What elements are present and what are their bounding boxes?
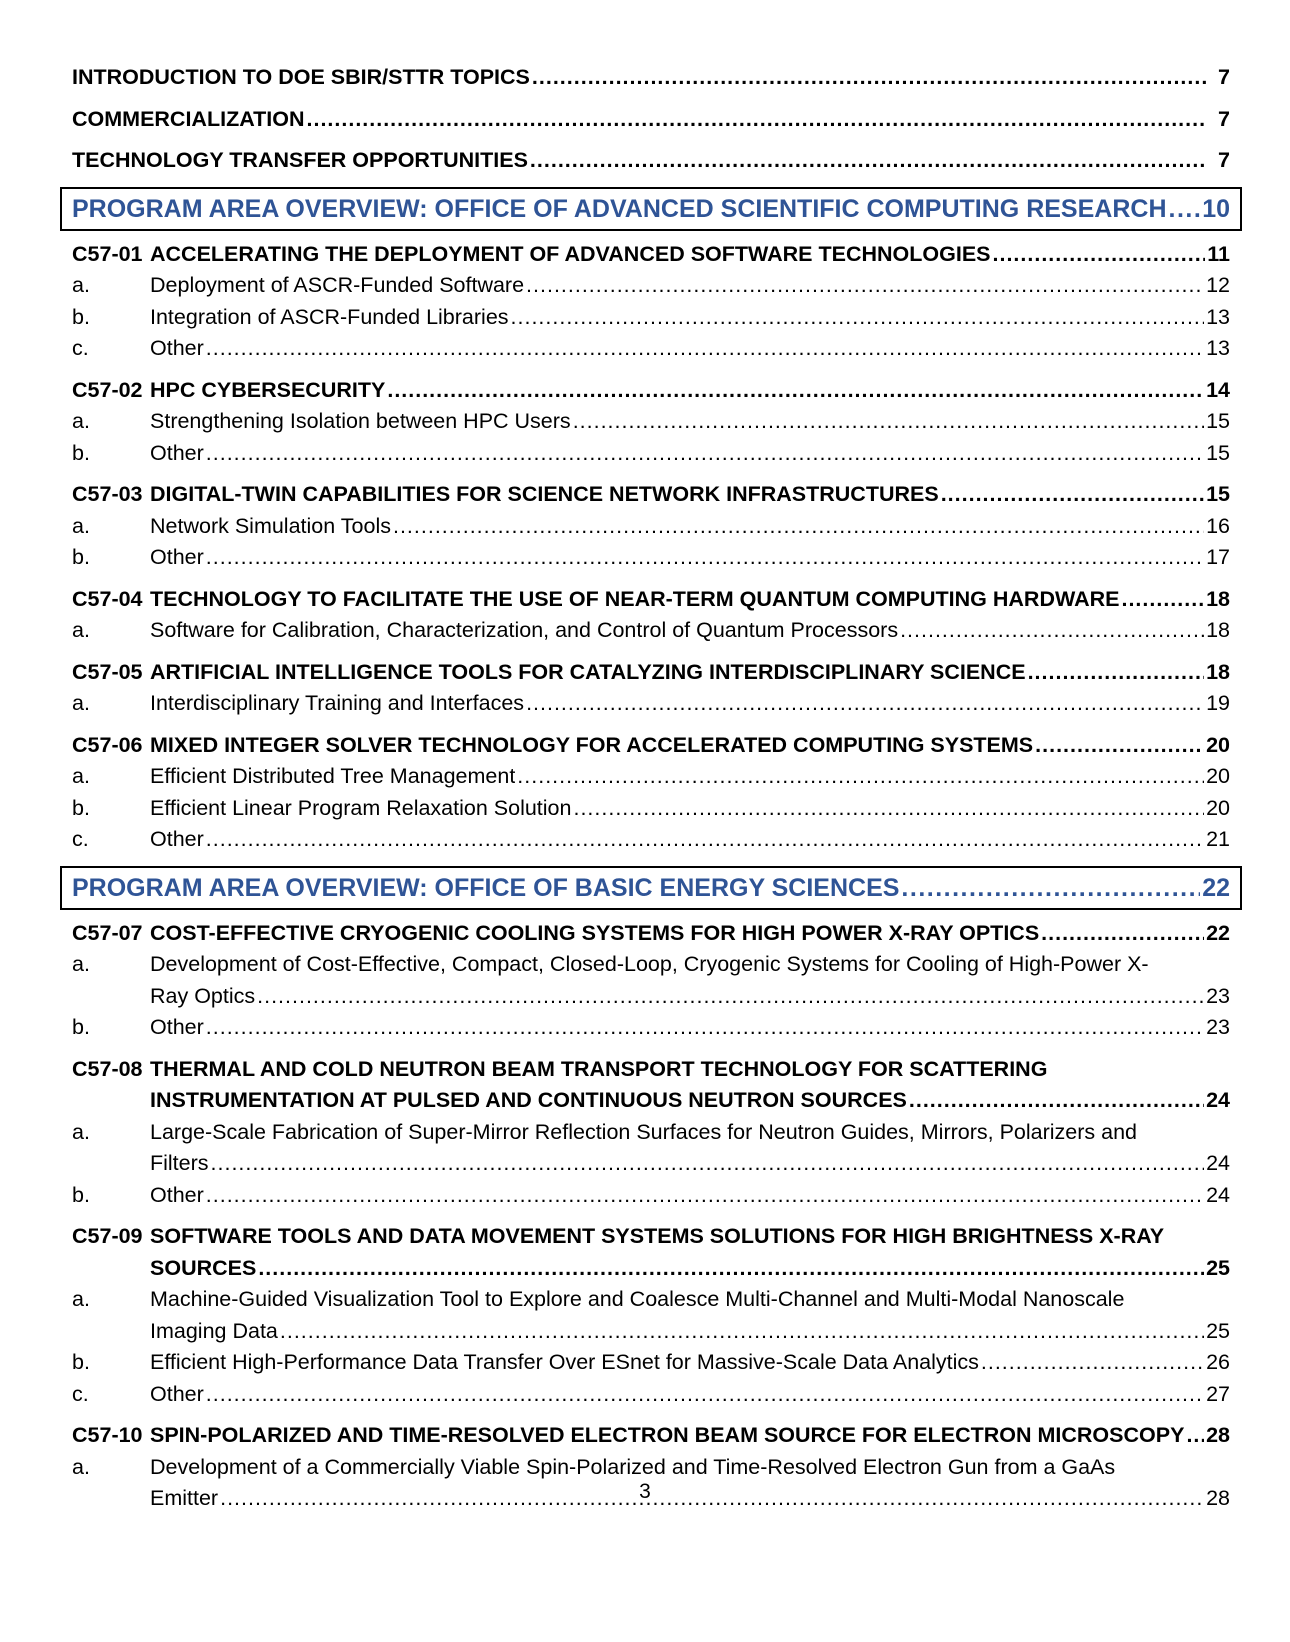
subtopic-page: 24 <box>1206 1151 1230 1175</box>
subtopic-letter: a. <box>72 1287 90 1311</box>
topic-page: 11 <box>1207 241 1230 266</box>
toc-subtopic[interactable] <box>72 438 1230 470</box>
subtopic-title: Efficient Distributed Tree Management <box>150 764 516 788</box>
toc-topic-c57-07[interactable] <box>72 918 1230 950</box>
subtopic-letter: a. <box>72 1119 90 1144</box>
subtopic-page: 17 <box>1206 545 1230 569</box>
topic-page: 20 <box>1206 732 1230 757</box>
toc-subtopic-continuation <box>72 1148 1230 1180</box>
dot-leader <box>511 302 1205 334</box>
toc-subtopic[interactable] <box>72 1117 1230 1149</box>
subtopic-title-line1: Large-Scale Fabrication of Super-Mirror Reflection Surfaces for Neutron Guides, Mirrors, Polarizers and <box>150 1119 1138 1144</box>
dot-leader <box>526 688 1204 720</box>
subtopic-title: Software for Calibration, Characterization, and Control of Quantum Processors <box>150 618 899 642</box>
subtopic-letter: a. <box>72 513 90 538</box>
topic-title: MIXED INTEGER SOLVER TECHNOLOGY FOR ACCELERATED COMPUTING SYSTEMS <box>150 732 1034 757</box>
dot-leader <box>206 1012 1204 1044</box>
page-number: 3 <box>639 1480 651 1503</box>
toc-subtopic-continuation <box>72 981 1230 1013</box>
dot-leader <box>532 62 1206 94</box>
subtopic-page: 13 <box>1206 304 1230 329</box>
topic-page: 22 <box>1206 920 1230 945</box>
subtopic-letter: a. <box>72 618 90 642</box>
toc-subtopic[interactable] <box>72 761 1230 793</box>
subtopic-title: Deployment of ASCR-Funded Software <box>150 273 525 297</box>
subtopic-title: Strengthening Isolation between HPC Users <box>150 409 571 433</box>
topic-title: ACCELERATING THE DEPLOYMENT OF ADVANCED SOFTWARE TECHNOLOGIES <box>150 241 991 266</box>
dot-leader <box>387 375 1204 407</box>
topic-title: SPIN-POLARIZED AND TIME-RESOLVED ELECTRON BEAM SOURCE FOR ELECTRON MICROSCOPY <box>150 1423 1185 1447</box>
subtopic-title: Other <box>150 440 204 465</box>
topic-code: C57-07 <box>72 920 143 945</box>
subtopic-page: 18 <box>1206 618 1230 642</box>
topic-page: 25 <box>1206 1255 1230 1280</box>
topic-page: 18 <box>1206 659 1230 684</box>
topic-title: ARTIFICIAL INTELLIGENCE TOOLS FOR CATALYZING INTERDISCIPLINARY SCIENCE <box>150 659 1026 684</box>
subtopic-page: 20 <box>1206 764 1230 788</box>
toc-entry-page: 7 <box>1218 65 1230 89</box>
toc-subtopic[interactable] <box>72 1012 1230 1044</box>
program-area-overview-bes[interactable] <box>60 866 1242 910</box>
dot-leader <box>530 145 1206 177</box>
subtopic-title-line2: Filters <box>150 1151 209 1175</box>
toc-topic-c57-10[interactable] <box>72 1420 1230 1452</box>
toc-subtopic[interactable] <box>72 1284 1230 1316</box>
toc-subtopic[interactable] <box>72 302 1230 334</box>
table-of-contents <box>72 62 1230 1515</box>
subtopic-title-line1: Development of Cost-Effective, Compact, Closed-Loop, Cryogenic Systems for Cooling of High-Power X- <box>150 952 1149 976</box>
subtopic-letter: b. <box>72 1182 90 1207</box>
toc-subtopic[interactable] <box>72 688 1230 720</box>
subtopic-title-line2: Imaging Data <box>150 1318 278 1343</box>
toc-subtopic[interactable] <box>72 1180 1230 1212</box>
subtopic-title: Other <box>150 545 204 569</box>
toc-topic-c57-03[interactable] <box>72 479 1230 511</box>
toc-entry-commercialization[interactable] <box>72 104 1230 136</box>
topic-code: C57-05 <box>72 659 143 684</box>
subtopic-page: 23 <box>1206 983 1230 1008</box>
dot-leader <box>941 479 1204 511</box>
topic-page: 15 <box>1206 482 1230 506</box>
subtopic-letter: b. <box>72 1350 90 1374</box>
dot-leader <box>1041 918 1204 950</box>
subtopic-page: 13 <box>1206 336 1230 360</box>
topic-page: 24 <box>1206 1088 1230 1112</box>
subtopic-page: 26 <box>1206 1350 1230 1374</box>
subtopic-page: 28 <box>1206 1486 1230 1510</box>
subtopic-page: 15 <box>1206 440 1230 465</box>
subtopic-title: Other <box>150 827 204 851</box>
toc-subtopic[interactable] <box>72 949 1230 981</box>
toc-topic-c57-04[interactable] <box>72 584 1230 616</box>
subtopic-letter: b. <box>72 1015 90 1039</box>
topic-code: C57-01 <box>72 241 143 266</box>
topic-code: C57-03 <box>72 482 143 506</box>
subtopic-letter: c. <box>72 336 89 360</box>
topic-page: 14 <box>1206 377 1230 402</box>
subtopic-letter: a. <box>72 764 90 788</box>
toc-entry-page: 7 <box>1218 106 1230 131</box>
dot-leader <box>1169 191 1201 227</box>
subtopic-title: Efficient High-Performance Data Transfer Over ESnet for Massive-Scale Data Analytics <box>150 1350 979 1374</box>
subtopic-letter: a. <box>72 691 90 715</box>
toc-topic-continuation <box>72 1085 1230 1117</box>
dot-leader <box>573 406 1204 438</box>
toc-entry-introduction[interactable] <box>72 62 1230 94</box>
dot-leader <box>280 1316 1204 1348</box>
dot-leader <box>573 793 1204 825</box>
subtopic-letter: b. <box>72 795 90 820</box>
dot-leader <box>206 824 1204 856</box>
topic-title-line1: SOFTWARE TOOLS AND DATA MOVEMENT SYSTEMS SOLUTIONS FOR HIGH BRIGHTNESS X-RAY <box>150 1224 1165 1248</box>
subtopic-title: Other <box>150 1381 204 1406</box>
dot-leader <box>206 542 1204 574</box>
topic-title: TECHNOLOGY TO FACILITATE THE USE OF NEAR-TERM QUANTUM COMPUTING HARDWARE <box>150 586 1120 611</box>
toc-subtopic[interactable] <box>72 270 1230 302</box>
toc-subtopic[interactable] <box>72 333 1230 365</box>
subtopic-title-line1: Development of a Commercially Viable Spin-Polarized and Time-Resolved Electron Gun from a GaAs <box>150 1454 1116 1479</box>
toc-subtopic[interactable] <box>72 406 1230 438</box>
topic-title-line2: INSTRUMENTATION AT PULSED AND CONTINUOUS NEUTRON SOURCES <box>150 1088 907 1112</box>
dot-leader <box>393 511 1204 543</box>
topic-code: C57-06 <box>72 732 143 757</box>
subtopic-page: 15 <box>1206 409 1230 433</box>
subtopic-title-line2: Ray Optics <box>150 983 256 1008</box>
overview-title: PROGRAM AREA OVERVIEW: OFFICE OF ADVANCED SCIENTIFIC COMPUTING RESEARCH <box>72 194 1167 223</box>
subtopic-letter: a. <box>72 952 90 976</box>
toc-entry-page: 7 <box>1218 148 1230 172</box>
dot-leader <box>206 1180 1204 1212</box>
dot-leader <box>1035 730 1204 762</box>
dot-leader <box>900 615 1204 647</box>
toc-subtopic[interactable] <box>72 615 1230 647</box>
toc-topic-c57-08[interactable] <box>72 1054 1230 1086</box>
dot-leader <box>1186 1420 1204 1452</box>
dot-leader <box>1121 584 1204 616</box>
toc-entry-title: COMMERCIALIZATION <box>72 106 305 131</box>
subtopic-letter: c. <box>72 1381 89 1406</box>
subtopic-page: 27 <box>1206 1381 1230 1406</box>
subtopic-title-line2: Emitter <box>150 1486 219 1510</box>
dot-leader <box>517 761 1204 793</box>
dot-leader <box>1028 657 1205 689</box>
topic-title-line2: SOURCES <box>150 1255 257 1280</box>
overview-title: PROGRAM AREA OVERVIEW: OFFICE OF BASIC ENERGY SCIENCES <box>72 873 900 902</box>
topic-title: HPC CYBERSECURITY <box>150 377 386 402</box>
toc-topic-c57-02[interactable] <box>72 375 1230 407</box>
overview-page: 10 <box>1202 194 1230 223</box>
dot-leader <box>526 270 1204 302</box>
topic-title-line1: THERMAL AND COLD NEUTRON BEAM TRANSPORT TECHNOLOGY FOR SCATTERING <box>150 1056 1048 1081</box>
dot-leader <box>901 870 1200 906</box>
toc-subtopic[interactable] <box>72 542 1230 574</box>
topic-code: C57-09 <box>72 1224 143 1248</box>
dot-leader <box>257 981 1204 1013</box>
toc-entry-title: INTRODUCTION TO DOE SBIR/STTR TOPICS <box>72 65 530 89</box>
subtopic-letter: b. <box>72 304 90 329</box>
toc-topic-c57-09[interactable] <box>72 1221 1230 1253</box>
toc-subtopic[interactable] <box>72 1452 1230 1484</box>
dot-leader <box>307 104 1207 136</box>
toc-subtopic[interactable] <box>72 1379 1230 1411</box>
subtopic-title-line1: Machine-Guided Visualization Tool to Explore and Coalesce Multi-Channel and Multi-Modal Nanoscale <box>150 1287 1125 1311</box>
toc-subtopic[interactable] <box>72 793 1230 825</box>
toc-topic-c57-05[interactable] <box>72 657 1230 689</box>
toc-topic-c57-01[interactable] <box>72 239 1230 271</box>
toc-subtopic-continuation <box>72 1316 1230 1348</box>
topic-page: 28 <box>1206 1423 1230 1447</box>
toc-subtopic[interactable] <box>72 824 1230 856</box>
subtopic-title: Efficient Linear Program Relaxation Solution <box>150 795 572 820</box>
subtopic-letter: b. <box>72 545 90 569</box>
toc-subtopic[interactable] <box>72 511 1230 543</box>
topic-code: C57-10 <box>72 1423 143 1447</box>
subtopic-title: Interdisciplinary Training and Interfaces <box>150 691 525 715</box>
subtopic-page: 16 <box>1206 513 1230 538</box>
subtopic-page: 19 <box>1206 691 1230 715</box>
subtopic-letter: a. <box>72 409 90 433</box>
overview-page: 22 <box>1202 873 1230 902</box>
dot-leader <box>206 438 1204 470</box>
subtopic-page: 23 <box>1206 1015 1230 1039</box>
dot-leader <box>909 1085 1204 1117</box>
dot-leader <box>258 1253 1204 1285</box>
topic-code: C57-08 <box>72 1056 143 1081</box>
subtopic-title: Network Simulation Tools <box>150 513 391 538</box>
topic-code: C57-02 <box>72 377 143 402</box>
topic-title: DIGITAL-TWIN CAPABILITIES FOR SCIENCE NETWORK INFRASTRUCTURES <box>150 482 939 506</box>
subtopic-page: 21 <box>1206 827 1230 851</box>
toc-subtopic[interactable] <box>72 1347 1230 1379</box>
subtopic-page: 20 <box>1206 795 1230 820</box>
subtopic-letter: a. <box>72 1454 90 1479</box>
subtopic-page: 24 <box>1206 1182 1230 1207</box>
toc-topic-c57-06[interactable] <box>72 730 1230 762</box>
topic-title: COST-EFFECTIVE CRYOGENIC COOLING SYSTEMS FOR HIGH POWER X-RAY OPTICS <box>150 920 1040 945</box>
topic-code: C57-04 <box>72 586 143 611</box>
program-area-overview-ascr[interactable] <box>60 187 1242 231</box>
topic-page: 18 <box>1206 586 1230 611</box>
dot-leader <box>993 239 1206 271</box>
dot-leader <box>211 1148 1205 1180</box>
ascr-topic-list <box>72 239 1230 856</box>
toc-entry-title: TECHNOLOGY TRANSFER OPPORTUNITIES <box>72 148 528 172</box>
toc-entry-technology-transfer[interactable] <box>72 145 1230 177</box>
subtopic-letter: b. <box>72 440 90 465</box>
dot-leader <box>206 1379 1204 1411</box>
dot-leader <box>981 1347 1204 1379</box>
subtopic-title: Other <box>150 1015 204 1039</box>
subtopic-letter: a. <box>72 273 90 297</box>
subtopic-title: Other <box>150 1182 204 1207</box>
subtopic-letter: c. <box>72 827 89 851</box>
dot-leader <box>206 333 1204 365</box>
toc-topic-continuation <box>72 1253 1230 1285</box>
subtopic-title: Integration of ASCR-Funded Libraries <box>150 304 509 329</box>
subtopic-page: 12 <box>1206 273 1230 297</box>
subtopic-page: 25 <box>1206 1318 1230 1343</box>
subtopic-title: Other <box>150 336 204 360</box>
